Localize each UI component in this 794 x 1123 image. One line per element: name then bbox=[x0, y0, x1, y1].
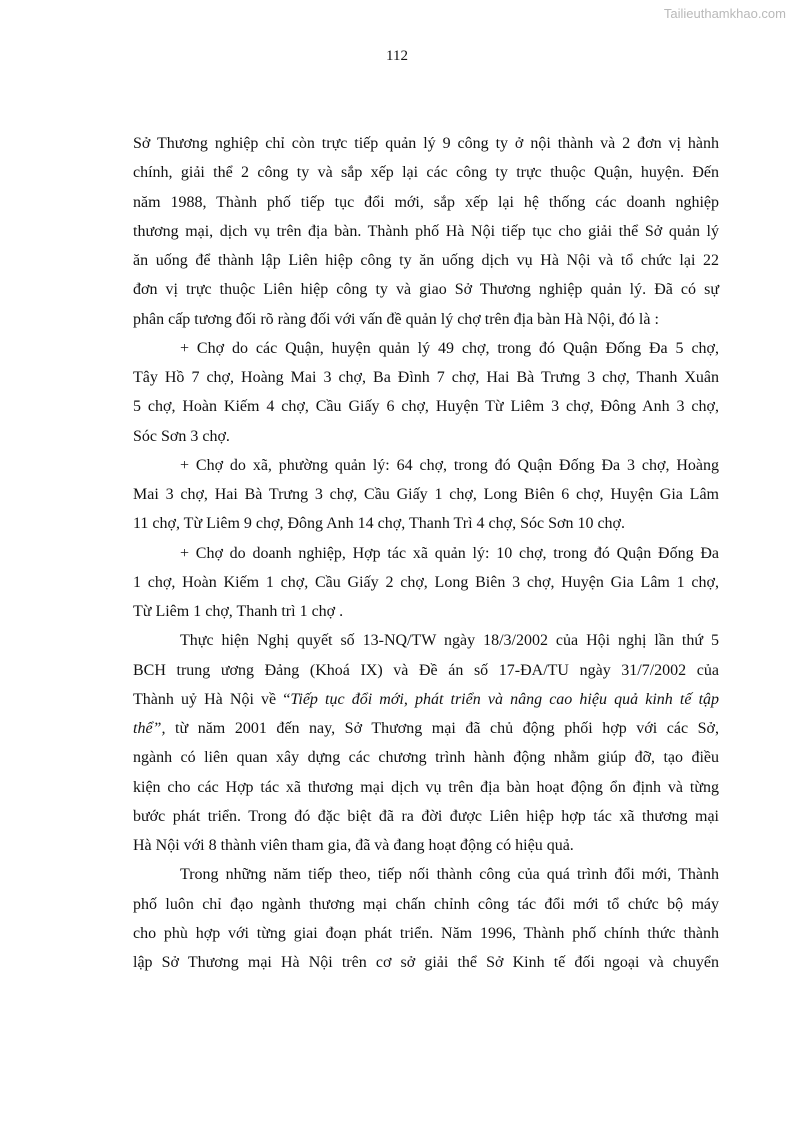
watermark: Tailieuthamkhao.com bbox=[663, 6, 786, 21]
text-line: 5 chợ, Hoàn Kiếm 4 chợ, Cầu Giấy 6 chợ, Huyện Từ Liêm 3 chợ, Đông Anh 3 chợ, bbox=[133, 398, 719, 416]
text-line: phố luôn chỉ đạo ngành thương mại chấn chỉnh công tác đổi mới tổ chức bộ máy bbox=[133, 895, 719, 913]
text-run: Thành uỷ Hà Nội về “ bbox=[133, 690, 291, 708]
text-line: lập Sở Thương mại Hà Nội trên cơ sở giải thể Sở Kinh tế đối ngoại và chuyển bbox=[133, 954, 719, 971]
text-line: 1 chợ, Hoàn Kiếm 1 chợ, Cầu Giấy 2 chợ, Long Biên 3 chợ, Huyện Gia Lâm 1 chợ, bbox=[133, 573, 719, 591]
text-line: năm 1988, Thành phố tiếp tục đổi mới, sắp xếp lại hệ thống các doanh nghiệp bbox=[133, 193, 719, 211]
text-line: 11 chợ, Từ Liêm 9 chợ, Đông Anh 14 chợ, Thanh Trì 4 chợ, Sóc Sơn 10 chợ. bbox=[133, 515, 626, 533]
text-line: + Chợ do doanh nghiệp, Hợp tác xã quản lý: 10 chợ, trong đó Quận Đống Đa bbox=[180, 544, 719, 562]
text-line: + Chợ do xã, phường quản lý: 64 chợ, trong đó Quận Đống Đa 3 chợ, Hoàng bbox=[180, 456, 719, 474]
text-line: Từ Liêm 1 chợ, Thanh trì 1 chợ . bbox=[133, 603, 344, 620]
text-line: Tây Hồ 7 chợ, Hoàng Mai 3 chợ, Ba Đình 7 chợ, Hai Bà Trưng 3 chợ, Thanh Xuân bbox=[133, 369, 719, 386]
text-line: Thực hiện Nghị quyết số 13-NQ/TW ngày 18/3/2002 của Hội nghị lần thứ 5 bbox=[180, 632, 719, 650]
text-line: thương mại, dịch vụ trên địa bàn. Thành phố Hà Nội tiếp tục cho giải thể Sở quản lý bbox=[133, 222, 719, 240]
text-line: BCH trung ương Đảng (Khoá IX) và Đề án số 17-ĐA/TU ngày 31/7/2002 của bbox=[133, 661, 719, 679]
text-line: Trong những năm tiếp theo, tiếp nối thành công của quá trình đổi mới, Thành bbox=[180, 866, 719, 884]
text-line: đơn vị trực thuộc Liên hiệp công ty và giao Sở Thương nghiệp quản lý. Đã có sự bbox=[133, 281, 719, 299]
text-line bbox=[133, 685, 719, 714]
text-line: Mai 3 chợ, Hai Bà Trưng 3 chợ, Cầu Giấy 1 chợ, Long Biên 6 chợ, Huyện Gia Lâm bbox=[133, 486, 719, 503]
text-line: cho phù hợp với từng giai đoạn phát triển. Năm 1996, Thành phố chính thức thành bbox=[133, 924, 719, 942]
text-line: Sóc Sơn 3 chợ. bbox=[133, 427, 230, 445]
page-number: 112 bbox=[386, 48, 408, 64]
text-line: Hà Nội với 8 thành viên tham gia, đã và đang hoạt động có hiệu quả. bbox=[133, 837, 574, 854]
text-line: bước phát triển. Trong đó đặc biệt đã ra đời được Liên hiệp hợp tác xã thương mại bbox=[133, 807, 719, 825]
text-line: ngành có liên quan xây dựng các chương trình hành động nhằm giúp đỡ, tạo điều bbox=[133, 749, 719, 767]
italic-title: thể”, bbox=[133, 720, 166, 737]
text-run: từ năm 2001 đến nay, Sở Thương mại đã chủ động phối hợp với các Sở, bbox=[165, 720, 719, 737]
italic-title: Tiếp tục đổi mới, phát triển và nâng cao hiệu quả kinh tế tập bbox=[290, 690, 720, 708]
document-body bbox=[133, 129, 719, 977]
text-line: kiện cho các Hợp tác xã thương mại dịch vụ trên địa bàn hoạt động ổn định và từng bbox=[133, 778, 719, 796]
text-line: ăn uống để thành lập Liên hiệp công ty ăn uống dịch vụ Hà Nội và tổ chức lại 22 bbox=[133, 252, 719, 269]
text-line: chính, giải thể 2 công ty và sắp xếp lại các công ty trực thuộc Quận, huyện. Đến bbox=[133, 164, 719, 182]
text-line bbox=[133, 714, 719, 743]
text-line: Sở Thương nghiệp chỉ còn trực tiếp quản lý 9 công ty ở nội thành và 2 đơn vị hành bbox=[133, 135, 719, 152]
text-line: phân cấp tương đối rõ ràng đối với vấn đề quản lý chợ trên địa bàn Hà Nội, đó là : bbox=[133, 310, 659, 328]
text-line: + Chợ do các Quận, huyện quản lý 49 chợ, trong đó Quận Đống Đa 5 chợ, bbox=[180, 339, 719, 357]
